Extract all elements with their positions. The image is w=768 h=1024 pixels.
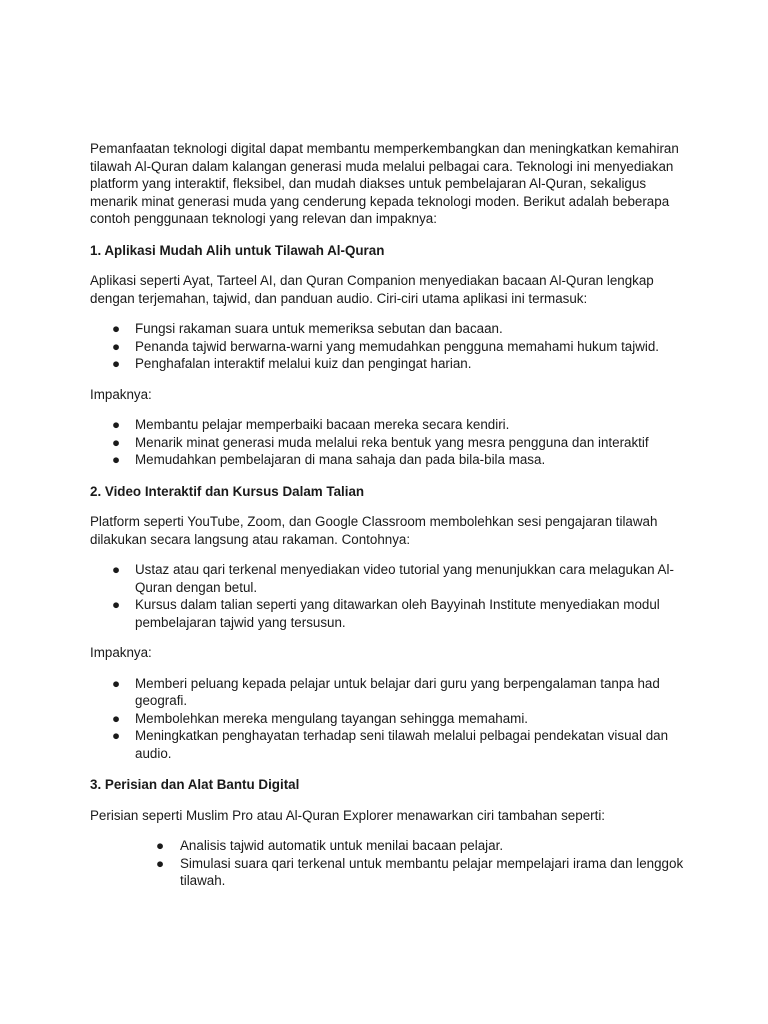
list-item: ● Simulasi suara qari terkenal untuk membantu pelajar mempelajari irama dan lenggok tilawah. [156,855,684,888]
list-item: ● Memberi peluang kepada pelajar untuk belajar dari guru yang berpengalaman tanpa had geografi. [112,675,660,708]
list-item: ● Analisis tajwid automatik untuk menilai bacaan pelajar. [156,838,504,853]
section-heading: 2. Video Interaktif dan Kursus Dalam Talian [90,483,365,499]
feature-list [90,320,680,373]
section-heading: 3. Perisian dan Alat Bantu Digital [90,777,300,792]
impact-list [90,416,680,469]
impact-label: Impaknya: [90,386,152,402]
bullet-icon: ● [112,321,121,336]
bullet-icon: ● [156,855,165,871]
list-item: ● Membantu pelajar memperbaiki bacaan mereka secara kendiri. [112,417,510,432]
list-item: ● Penghafalan interaktif melalui kuiz dan pengingat harian. [112,356,472,371]
feature-list [90,837,684,890]
section-heading: 1. Aplikasi Mudah Alih untuk Tilawah Al-Quran [90,242,385,258]
list-item: ● Fungsi rakaman suara untuk memeriksa sebutan dan bacaan. [112,321,503,336]
bullet-icon: ● [112,597,121,612]
impact-label: Impaknya: [90,645,152,660]
list-item: ● Meningkatkan penghayatan terhadap seni tilawah melalui pelbagai pendekatan visual dan audio. [112,728,669,761]
list-item: ● Membolehkan mereka mengulang tayangan sehingga memahami. [112,710,529,726]
bullet-icon: ● [112,356,121,371]
bullet-icon: ● [112,452,121,467]
bullet-icon: ● [112,675,121,691]
bullet-icon: ● [112,417,121,432]
intro-paragraph: Pemanfaatan teknologi digital dapat membantu memperkembangkan dan meningkatkan kemahiran tilawah Al-Quran dalam kalangan generasi muda melalui pelbagai cara. Teknologi ini menyediakan platform yang interaktif, fleksibel, dan mudah diakses untuk pembelajaran Al-Quran, sekaligus menarik minat generasi muda yang cenderung kepada teknologi moden. Berikut adalah beberapa contoh penggunaan teknologi yang relevan dan impaknya: [90,141,679,226]
bullet-icon: ● [112,562,121,577]
list-item: ● Kursus dalam talian seperti yang ditawarkan oleh Bayyinah Institute menyediakan modul pembelajaran tajwid yang tersusun. [112,597,660,630]
bullet-icon: ● [112,710,121,726]
bullet-icon: ● [112,728,121,743]
bullet-icon: ● [112,434,121,450]
section-paragraph: Platform seperti YouTube, Zoom, dan Google Classroom membolehkan sesi pengajaran tilawah dilakukan secara langsung atau rakaman. Contohnya: [90,514,658,547]
bullet-icon: ● [112,338,121,354]
list-item: ● Penanda tajwid berwarna-warni yang memudahkan pengguna memahami hukum tajwid. [112,338,660,354]
list-item: ● Memudahkan pembelajaran di mana sahaja dan pada bila-bila masa. [112,452,546,467]
section-paragraph: Aplikasi seperti Ayat, Tarteel AI, dan Quran Companion menyediakan bacaan Al-Quran lengkap dengan terjemahan, tajwid, dan panduan audio. Ciri-ciri utama aplikasi ini termasuk: [90,273,654,306]
list-item: ● Ustaz atau qari terkenal menyediakan video tutorial yang menunjukkan cara melagukan Al-Quran dengan betul. [112,562,674,595]
list-item: ● Menarik minat generasi muda melalui reka bentuk yang mesra pengguna dan interaktif [112,434,649,450]
section-paragraph: Perisian seperti Muslim Pro atau Al-Quran Explorer menawarkan ciri tambahan seperti: [90,807,606,823]
impact-list [90,675,680,763]
bullet-icon: ● [156,838,165,853]
feature-list [90,561,680,631]
